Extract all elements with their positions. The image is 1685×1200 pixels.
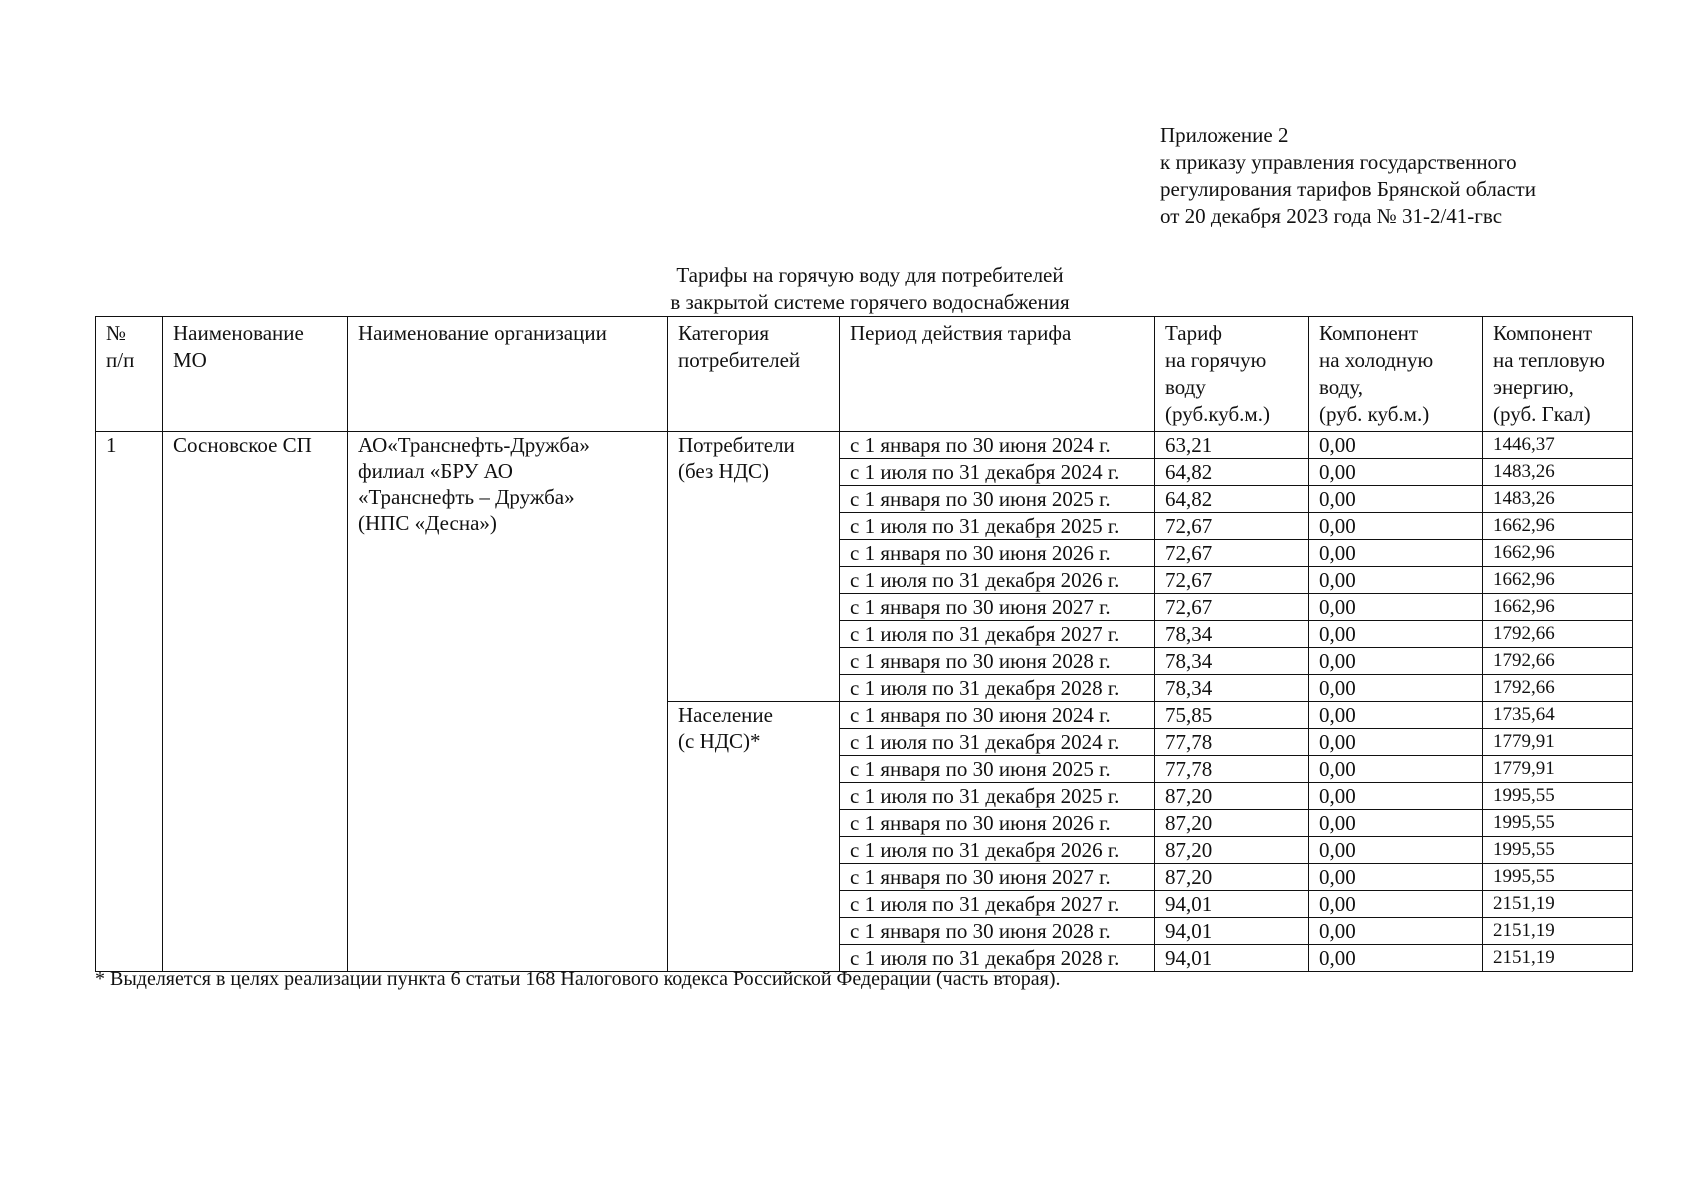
cell-line: на горячую [1165, 348, 1267, 372]
heat-energy-cell: 1995,55 [1483, 783, 1633, 810]
period-cell: с 1 июля по 31 декабря 2026 г. [840, 837, 1155, 864]
heat-energy-cell: 1662,96 [1483, 594, 1633, 621]
cold-water-cell: 0,00 [1309, 756, 1483, 783]
cell-line: (руб. Гкал) [1493, 402, 1591, 426]
cold-water-cell: 0,00 [1309, 675, 1483, 702]
heat-energy-cell: 1662,96 [1483, 540, 1633, 567]
cold-water-cell: 0,00 [1309, 594, 1483, 621]
cell-line: (НПС «Десна») [358, 511, 497, 535]
organization-name-cell [348, 432, 668, 972]
period-cell: с 1 июля по 31 декабря 2024 г. [840, 459, 1155, 486]
tariffs-table [95, 316, 1633, 972]
period-cell: с 1 июля по 31 декабря 2025 г. [840, 783, 1155, 810]
period-cell: с 1 июля по 31 декабря 2027 г. [840, 621, 1155, 648]
header-mo [163, 317, 348, 432]
tariff-cell: 87,20 [1155, 810, 1309, 837]
period-cell: с 1 января по 30 июня 2024 г. [840, 432, 1155, 459]
cold-water-cell: 0,00 [1309, 864, 1483, 891]
cell-line: (с НДС)* [678, 729, 761, 753]
tariff-cell: 78,34 [1155, 621, 1309, 648]
period-cell: с 1 июля по 31 декабря 2028 г. [840, 675, 1155, 702]
cell-line: № [106, 321, 127, 345]
appendix-line: Приложение 2 [1160, 123, 1289, 147]
cell-line: филиал «БРУ АО [358, 459, 513, 483]
tariff-cell: 87,20 [1155, 837, 1309, 864]
period-cell: с 1 июля по 31 декабря 2027 г. [840, 891, 1155, 918]
header-org [348, 317, 668, 432]
heat-energy-cell: 1792,66 [1483, 675, 1633, 702]
cell-line: Наименование организации [358, 321, 607, 345]
cell-line: Тариф [1165, 321, 1222, 345]
period-cell: с 1 января по 30 июня 2027 г. [840, 594, 1155, 621]
tariff-cell: 78,34 [1155, 675, 1309, 702]
cell-line: потребителей [678, 348, 801, 372]
period-cell: с 1 июля по 31 декабря 2024 г. [840, 729, 1155, 756]
period-cell: с 1 января по 30 июня 2024 г. [840, 702, 1155, 729]
appendix-line: регулирования тарифов Брянской области [1160, 177, 1536, 201]
cell-line: энергию, [1493, 375, 1574, 399]
tariff-cell: 63,21 [1155, 432, 1309, 459]
cold-water-cell: 0,00 [1309, 702, 1483, 729]
heat-energy-cell: 1483,26 [1483, 459, 1633, 486]
period-cell: с 1 января по 30 июня 2025 г. [840, 486, 1155, 513]
table-title [560, 262, 1180, 316]
heat-energy-cell: 1779,91 [1483, 756, 1633, 783]
cold-water-cell: 0,00 [1309, 459, 1483, 486]
period-cell: с 1 июля по 31 декабря 2025 г. [840, 513, 1155, 540]
appendix-block [1160, 122, 1536, 230]
cell-line: АО«Транснефть-Дружба» [358, 433, 590, 457]
cell-line: Период действия тарифа [850, 321, 1072, 345]
cell-line: воду, [1319, 375, 1363, 399]
table-row [96, 432, 1633, 459]
tariff-cell: 72,67 [1155, 540, 1309, 567]
cell-line: на тепловую [1493, 348, 1605, 372]
period-cell: с 1 января по 30 июня 2026 г. [840, 540, 1155, 567]
cell-line: «Транснефть – Дружба» [358, 485, 575, 509]
header-num [96, 317, 163, 432]
cold-water-cell: 0,00 [1309, 540, 1483, 567]
header-period [840, 317, 1155, 432]
tariff-cell: 94,01 [1155, 945, 1309, 972]
period-cell: с 1 января по 30 июня 2028 г. [840, 918, 1155, 945]
cell-line: Население [678, 703, 773, 727]
cell-line: п/п [106, 348, 135, 372]
cold-water-cell: 0,00 [1309, 783, 1483, 810]
cold-water-cell: 0,00 [1309, 810, 1483, 837]
cold-water-cell: 0,00 [1309, 945, 1483, 972]
heat-energy-cell: 2151,19 [1483, 918, 1633, 945]
cold-water-cell: 0,00 [1309, 729, 1483, 756]
tariff-cell: 72,67 [1155, 594, 1309, 621]
cold-water-cell: 0,00 [1309, 513, 1483, 540]
period-cell: с 1 января по 30 июня 2025 г. [840, 756, 1155, 783]
cold-water-cell: 0,00 [1309, 837, 1483, 864]
tariff-cell: 87,20 [1155, 783, 1309, 810]
heat-energy-cell: 1483,26 [1483, 486, 1633, 513]
heat-energy-cell: 1735,64 [1483, 702, 1633, 729]
header-heat-component [1483, 317, 1633, 432]
appendix-line: от 20 декабря 2023 года № 31-2/41-гвс [1160, 204, 1503, 228]
row-number-cell: 1 [96, 432, 163, 972]
cold-water-cell: 0,00 [1309, 567, 1483, 594]
tariff-cell: 77,78 [1155, 729, 1309, 756]
title-line: Тарифы на горячую воду для потребителей [676, 263, 1064, 287]
period-cell: с 1 января по 30 июня 2028 г. [840, 648, 1155, 675]
header-tariff [1155, 317, 1309, 432]
tariff-cell: 72,67 [1155, 513, 1309, 540]
mo-name-cell: Сосновское СП [163, 432, 348, 972]
cold-water-cell: 0,00 [1309, 621, 1483, 648]
cell-line: Потребители [678, 433, 795, 457]
tariff-cell: 94,01 [1155, 891, 1309, 918]
consumer-category-cell [668, 432, 840, 702]
cell-line: Категория [678, 321, 769, 345]
cell-line: Компонент [1319, 321, 1419, 345]
period-cell: с 1 января по 30 июня 2027 г. [840, 864, 1155, 891]
heat-energy-cell: 2151,19 [1483, 891, 1633, 918]
consumer-category-cell [668, 702, 840, 972]
tariff-cell: 75,85 [1155, 702, 1309, 729]
cold-water-cell: 0,00 [1309, 648, 1483, 675]
title-line: в закрытой системе горячего водоснабжения [670, 290, 1070, 314]
appendix-line: к приказу управления государственного [1160, 150, 1517, 174]
cold-water-cell: 0,00 [1309, 432, 1483, 459]
cell-line: Компонент [1493, 321, 1593, 345]
cold-water-cell: 0,00 [1309, 486, 1483, 513]
footnote: * Выделяется в целях реализации пункта 6 статьи 168 Налогового кодекса Российской Федерации (часть вторая). [95, 968, 1061, 990]
header-row [96, 317, 1633, 432]
heat-energy-cell: 1995,55 [1483, 810, 1633, 837]
cell-line: (руб. куб.м.) [1319, 402, 1430, 426]
header-cold-component [1309, 317, 1483, 432]
heat-energy-cell: 1792,66 [1483, 648, 1633, 675]
cell-line: на холодную [1319, 348, 1434, 372]
tariff-cell: 87,20 [1155, 864, 1309, 891]
header-category [668, 317, 840, 432]
cell-line: (без НДС) [678, 459, 770, 483]
cell-line: воду [1165, 375, 1206, 399]
tariff-cell: 64,82 [1155, 459, 1309, 486]
heat-energy-cell: 2151,19 [1483, 945, 1633, 972]
period-cell: с 1 июля по 31 декабря 2026 г. [840, 567, 1155, 594]
cell-line: МО [173, 348, 207, 372]
tariff-cell: 78,34 [1155, 648, 1309, 675]
cold-water-cell: 0,00 [1309, 918, 1483, 945]
tariff-cell: 64,82 [1155, 486, 1309, 513]
tariff-cell: 77,78 [1155, 756, 1309, 783]
period-cell: с 1 января по 30 июня 2026 г. [840, 810, 1155, 837]
heat-energy-cell: 1779,91 [1483, 729, 1633, 756]
cell-line: (руб.куб.м.) [1165, 402, 1270, 426]
heat-energy-cell: 1792,66 [1483, 621, 1633, 648]
period-cell: с 1 июля по 31 декабря 2028 г. [840, 945, 1155, 972]
heat-energy-cell: 1995,55 [1483, 864, 1633, 891]
heat-energy-cell: 1662,96 [1483, 567, 1633, 594]
heat-energy-cell: 1446,37 [1483, 432, 1633, 459]
cell-line: Наименование [173, 321, 304, 345]
heat-energy-cell: 1995,55 [1483, 837, 1633, 864]
cold-water-cell: 0,00 [1309, 891, 1483, 918]
tariff-cell: 72,67 [1155, 567, 1309, 594]
tariff-cell: 94,01 [1155, 918, 1309, 945]
heat-energy-cell: 1662,96 [1483, 513, 1633, 540]
table-body [96, 432, 1633, 972]
